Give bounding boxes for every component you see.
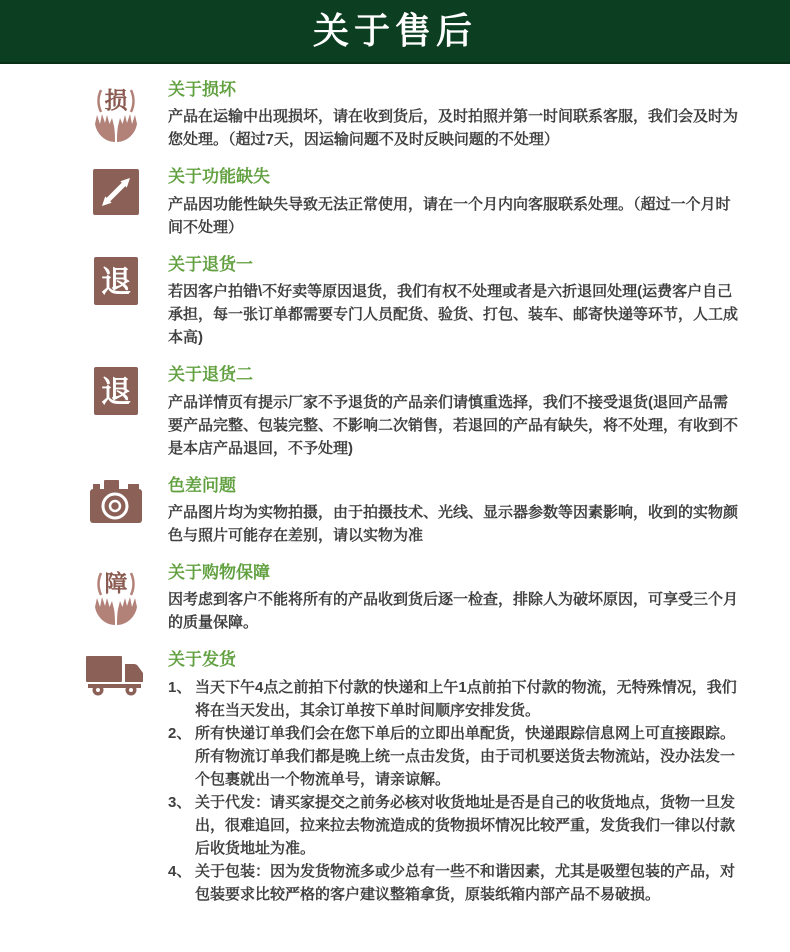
damage-char: 损 bbox=[104, 87, 128, 113]
section-title: 关于发货 bbox=[168, 650, 236, 670]
item-number: 2、 bbox=[168, 724, 192, 742]
page-title: 关于售后 bbox=[312, 10, 477, 51]
list-item bbox=[168, 722, 740, 791]
section-return-two bbox=[84, 365, 740, 459]
section-title: 关于购物保障 bbox=[168, 562, 270, 582]
section-body: 产品详情页有提示厂家不予退货的产品亲们请慎重选择，我们不接受退货(退回产品需要产品完整、包装完整、不影响二次销售，若退回的产品有缺失，将不处理，有收到不是本店产品退回，不予处理) bbox=[168, 393, 739, 457]
item-text: 所有快递订单我们会在您下单后的立即出单配货，快递跟踪信息网上可直接跟踪。所有物流订单我们都是晚上统一点击发货，由于司机要送货去物流站，没办法发一个包裹就出一个物流单号，请亲谅解。 bbox=[195, 724, 736, 788]
item-text: 关于代发：请买家提交之前务必核对收货地址是否是自己的收货地点，货物一旦发出，很难追回，拉来拉去物流造成的货物损坏情况比较严重，发货我们一律以付款后收货地址为准。 bbox=[195, 793, 736, 857]
section-missing-function bbox=[84, 167, 740, 238]
item-number: 1、 bbox=[168, 678, 192, 696]
item-text: 关于包装：因为发货物流多或少总有一些不和谐因素，尤其是吸塑包装的产品，对包装要求比较严格的客户建议整箱拿货，原装纸箱内部产品不易破损。 bbox=[195, 862, 736, 903]
section-title: 关于功能缺失 bbox=[168, 167, 270, 187]
hands-damage-icon bbox=[84, 80, 148, 144]
section-title: 关于退货一 bbox=[168, 254, 253, 274]
section-body: 产品图片均为实物拍摄，由于拍摄技术、光线、显示器参数等因素影响，收到的实物颜色与照片可能存在差别，请以实物为准 bbox=[168, 503, 739, 544]
section-color-difference bbox=[84, 476, 740, 547]
section-title: 关于退货二 bbox=[168, 365, 253, 385]
list-item bbox=[168, 791, 740, 860]
section-body: 产品在运输中出现损坏，请在收到货后，及时拍照并第一时间联系客服，我们会及时为您处理。（超过7天，因运输问题不及时反映问题的不处理） bbox=[168, 108, 739, 149]
return-char: 退 bbox=[101, 376, 131, 410]
guarantee-char: 障 bbox=[104, 569, 128, 596]
section-title: 关于损坏 bbox=[168, 80, 236, 99]
return-char: 退 bbox=[101, 265, 131, 299]
camera-icon bbox=[84, 476, 148, 524]
hands-guarantee-icon bbox=[84, 563, 148, 627]
item-number: 4、 bbox=[168, 862, 192, 880]
after-sales-banner bbox=[0, 0, 790, 64]
section-body: 若因客户拍错\不好卖等原因退货，我们有权不处理或者是六折退回处理(运费客户自己承担，每一张订单都需要专门人员配货、验货、打包、装车、邮寄快递等环节，人工成本高) bbox=[168, 283, 739, 347]
section-body: 因考虑到客户不能将所有的产品收到货后逐一检查，排除人为破坏原因，可享受三个月的质量保障。 bbox=[168, 591, 739, 632]
return-icon bbox=[84, 365, 148, 415]
truck-icon bbox=[84, 650, 148, 697]
after-sales-sections bbox=[0, 64, 790, 952]
shipping-rules-list bbox=[168, 676, 740, 906]
list-item bbox=[168, 860, 740, 906]
item-text: 当天下午4点之前拍下付款的快递和上午1点前拍下付款的物流，无特殊情况，我们将在当天发出，其余订单按下单时间顺序安排发货。 bbox=[195, 678, 737, 719]
section-shipping bbox=[84, 650, 740, 905]
section-damage bbox=[84, 80, 740, 151]
diagonal-arrows-icon bbox=[84, 167, 148, 215]
section-title: 色差问题 bbox=[168, 475, 236, 495]
section-body: 产品因功能性缺失导致无法正常使用，请在一个月内向客服联系处理。（超过一个月时间不处理） bbox=[168, 195, 731, 236]
section-return-one bbox=[84, 255, 740, 349]
section-shopping-guarantee bbox=[84, 563, 740, 634]
return-icon bbox=[84, 255, 148, 305]
item-number: 3、 bbox=[168, 793, 192, 811]
list-item bbox=[168, 676, 740, 722]
